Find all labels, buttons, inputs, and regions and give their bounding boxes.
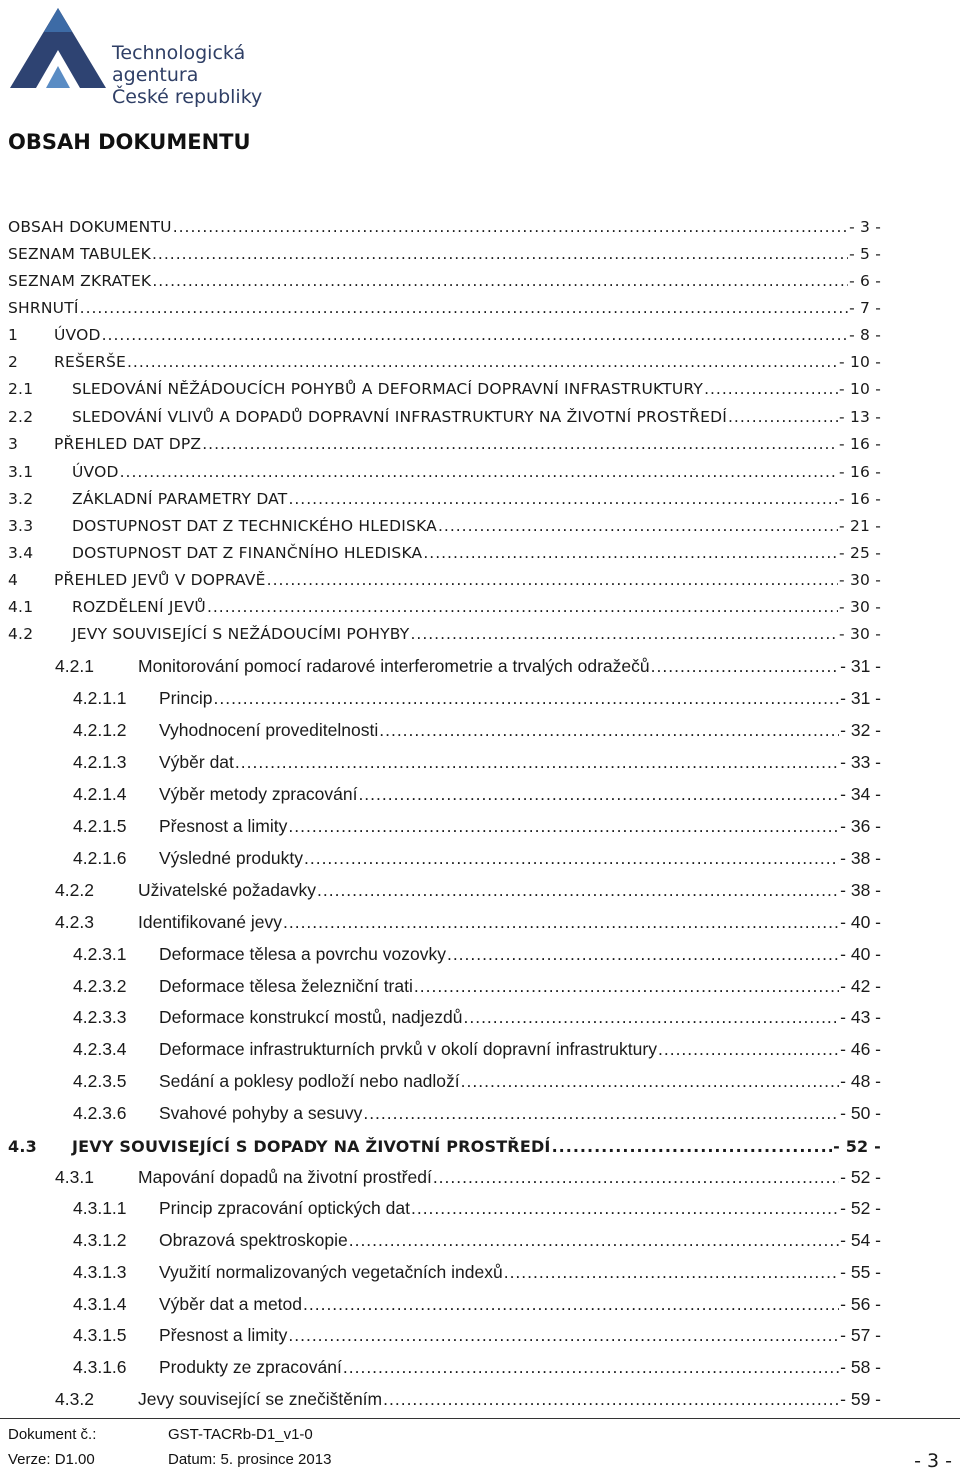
toc-entry-number: 1 (8, 326, 19, 344)
toc-entry[interactable] (73, 972, 881, 1000)
toc-entry-page: - 54 - (840, 1229, 881, 1250)
toc-entry-page: - 40 - (840, 943, 881, 964)
toc-entry-number: 4.2.2 (55, 879, 94, 900)
toc-dot-leader (410, 625, 838, 643)
tacr-logo-icon (6, 2, 110, 94)
toc-entry-number: 4.2.3.3 (73, 1006, 127, 1027)
toc-entry-title: JEVY SOUVISEJÍCÍ S NEŽÁDOUCÍMI POHYBY (72, 625, 410, 643)
toc-entry-title: Obrazová spektroskopie (159, 1229, 348, 1250)
toc-entry-title: DOSTUPNOST DAT Z FINANČNÍHO HLEDISKA (72, 544, 423, 562)
footer-date: Datum: 5. prosince 2013 (168, 1451, 332, 1468)
toc-entry-title: ÚVOD (72, 463, 119, 481)
toc-entry[interactable] (73, 684, 881, 712)
toc-entry[interactable] (73, 1321, 881, 1349)
toc-entry-page: - 46 - (840, 1038, 881, 1059)
toc-entry-page: - 57 - (840, 1324, 881, 1345)
toc-entry-number: 3.4 (8, 544, 34, 562)
toc-dot-leader (438, 517, 838, 535)
toc-entry[interactable] (73, 1067, 881, 1095)
toc-dot-leader (461, 1071, 840, 1092)
toc-entry[interactable] (55, 652, 881, 680)
toc-entry-title: Výběr metody zpracování (159, 783, 358, 804)
toc-entry-title: Deformace infrastrukturních prvků v okolí dopravní infrastruktury (159, 1038, 657, 1059)
toc-entry-number: 4.2.3.6 (73, 1102, 127, 1123)
toc-entry-number: 4 (8, 571, 19, 589)
toc-entry-page: - 42 - (840, 975, 881, 996)
toc-entry-page: - 5 - (849, 245, 881, 263)
toc-entry-title: Výběr dat (159, 751, 234, 772)
toc-entry-title: SLEDOVÁNÍ NĚŽÁDOUCÍCH POHYBŮ A DEFORMACÍ DOPRAVNÍ INFRASTRUKTURY (72, 380, 704, 398)
toc-entry-number: 4.3.1.4 (73, 1293, 127, 1314)
toc-entry[interactable] (8, 539, 881, 567)
toc-entry-title: Výběr dat a metod (159, 1293, 302, 1314)
toc-entry-page: - 30 - (839, 571, 881, 589)
toc-entry-number: 4.2.3.5 (73, 1070, 127, 1091)
toc-dot-leader (552, 1137, 833, 1156)
toc-entry-number: 4.2.1.3 (73, 751, 127, 772)
toc-dot-leader (433, 1167, 839, 1188)
toc-entry-title: Princip zpracování optických dat (159, 1197, 410, 1218)
toc-entry-page: - 38 - (840, 879, 881, 900)
toc-entry[interactable] (55, 1163, 881, 1191)
toc-entry[interactable] (8, 593, 881, 621)
toc-entry-page: - 34 - (840, 783, 881, 804)
toc-dot-leader (651, 656, 840, 677)
toc-entry[interactable] (73, 716, 881, 744)
toc-dot-leader (288, 1325, 839, 1346)
toc-dot-leader (411, 1198, 839, 1219)
toc-entry-number: 4.2.1.2 (73, 719, 127, 740)
toc-entry-title: Princip (159, 687, 213, 708)
toc-entry-number: 4.3.1.1 (73, 1197, 127, 1218)
toc-entry-number: 2.2 (8, 408, 34, 426)
toc-dot-leader (202, 435, 838, 453)
toc-entry-number: 4.3.1.3 (73, 1261, 127, 1282)
toc-entry-number: 4.3.1.2 (73, 1229, 127, 1250)
toc-entry[interactable] (8, 430, 881, 458)
toc-entry[interactable] (73, 1194, 881, 1222)
toc-entry-page: - 16 - (839, 435, 881, 453)
toc-dot-leader (363, 1103, 839, 1124)
toc-dot-leader (152, 245, 848, 263)
toc-entry-number: 4.1 (8, 598, 34, 616)
toc-entry-title: PŘEHLED JEVŮ V DOPRAVĚ (54, 571, 266, 589)
toc-entry-page: - 55 - (840, 1261, 881, 1282)
logo-text (112, 42, 326, 108)
toc-dot-leader (127, 353, 838, 371)
toc-dot-leader (463, 1007, 839, 1028)
toc-entry[interactable] (8, 485, 881, 513)
toc-entry[interactable] (73, 1035, 881, 1063)
toc-entry[interactable] (73, 1099, 881, 1127)
toc-entry-number: 4.2.3 (55, 911, 94, 932)
toc-entry-title: Monitorování pomocí radarové interferometrie a trvalých odražečů (138, 655, 650, 676)
toc-entry-title: SLEDOVÁNÍ VLIVŮ A DOPADŮ DOPRAVNÍ INFRASTRUKTURY NA ŽIVOTNÍ PROSTŘEDÍ (72, 408, 727, 426)
toc-entry-title: SEZNAM ZKRATEK (8, 272, 152, 290)
footer-version: Verze: D1.00 (8, 1451, 95, 1468)
toc-dot-leader (303, 1294, 839, 1315)
toc-entry-page: - 21 - (839, 517, 881, 535)
toc-entry-title: Výsledné produkty (159, 847, 303, 868)
toc-dot-leader (349, 1230, 839, 1251)
toc-entry-number: 2 (8, 353, 19, 371)
toc-entry-page: - 40 - (840, 911, 881, 932)
toc-entry-page: - 6 - (849, 272, 881, 290)
toc-entry-number: 4.3.1 (55, 1166, 94, 1187)
toc-entry-page: - 16 - (839, 490, 881, 508)
toc-entry[interactable] (73, 1258, 881, 1286)
toc-dot-leader (343, 1357, 839, 1378)
toc-entry-page: - 30 - (839, 598, 881, 616)
toc-entry-number: 4.3.2 (55, 1388, 94, 1409)
toc-entry-page: - 58 - (840, 1356, 881, 1377)
toc-entry[interactable] (8, 458, 881, 486)
footer-doc-value: GST-TACRb-D1_v1-0 (168, 1426, 313, 1443)
toc-entry-number: 4.2.3.2 (73, 975, 127, 996)
toc-entry[interactable] (8, 294, 881, 322)
page-number: - 3 - (914, 1450, 952, 1472)
toc-dot-leader (383, 1389, 839, 1410)
toc-entry-page: - 10 - (839, 380, 881, 398)
toc-entry-page: - 50 - (840, 1102, 881, 1123)
toc-entry-title: Identifikované jevy (138, 911, 282, 932)
toc-entry-page: - 52 - (840, 1166, 881, 1187)
toc-entry-title: Deformace tělesa železniční trati (159, 975, 413, 996)
toc-entry-title: Deformace konstrukcí mostů, nadjezdů (159, 1006, 463, 1027)
toc-entry-page: - 31 - (840, 655, 881, 676)
toc-dot-leader (504, 1262, 839, 1283)
toc-dot-leader (704, 380, 838, 398)
toc-dot-leader (447, 944, 839, 965)
toc-entry-title: Sedání a poklesy podloží nebo nadloží (159, 1070, 460, 1091)
toc-entry-page: - 56 - (840, 1293, 881, 1314)
toc-entry-title: SHRNUTÍ (8, 299, 79, 317)
toc-entry[interactable] (55, 908, 881, 936)
toc-entry-title: Produkty ze zpracování (159, 1356, 342, 1377)
toc-dot-leader (120, 463, 838, 481)
footer-divider (0, 1418, 960, 1419)
footer-doc-label: Dokument č.: (8, 1426, 97, 1443)
toc-entry-page: - 52 - (833, 1136, 881, 1156)
logo-line-2: České republiky (112, 86, 263, 108)
toc-entry-title: DOSTUPNOST DAT Z TECHNICKÉHO HLEDISKA (72, 517, 437, 535)
toc-entry-page: - 8 - (849, 326, 881, 344)
toc-entry[interactable] (8, 321, 881, 349)
toc-entry-page: - 10 - (839, 353, 881, 371)
toc-entry-title: Uživatelské požadavky (138, 879, 316, 900)
toc-entry-title: ZÁKLADNÍ PARAMETRY DAT (72, 490, 288, 508)
toc-entry-title: Jevy související se znečištěním (138, 1388, 383, 1409)
toc-entry-title: Deformace tělesa a povrchu vozovky (159, 943, 446, 964)
toc-entry-title: OBSAH DOKUMENTU (8, 218, 172, 236)
toc-entry-page: - 31 - (840, 687, 881, 708)
toc-dot-leader (235, 752, 839, 773)
toc-entry[interactable] (8, 240, 881, 268)
toc-entry[interactable] (55, 1385, 881, 1413)
toc-entry-page: - 36 - (840, 815, 881, 836)
toc-dot-leader (102, 326, 848, 344)
toc-entry-title: Mapování dopadů na životní prostředí (138, 1166, 432, 1187)
toc-dot-leader (152, 272, 848, 290)
toc-entry[interactable] (73, 1353, 881, 1381)
toc-entry-number: 3 (8, 435, 19, 453)
toc-dot-leader (304, 848, 839, 869)
toc-entry-title: JEVY SOUVISEJÍCÍ S DOPADY NA ŽIVOTNÍ PROSTŘEDÍ (72, 1136, 551, 1156)
toc-entry[interactable] (73, 844, 881, 872)
toc-dot-leader (358, 784, 839, 805)
toc-entry-title: Vyhodnocení proveditelnosti (159, 719, 379, 740)
toc-entry-number: 4.2.1.4 (73, 783, 127, 804)
toc-entry-page: - 32 - (840, 719, 881, 740)
toc-dot-leader (207, 598, 838, 616)
toc-entry-title: REŠERŠE (54, 353, 126, 371)
toc-entry-page: - 30 - (839, 625, 881, 643)
toc-entry-page: - 52 - (840, 1197, 881, 1218)
toc-entry-number: 2.1 (8, 380, 34, 398)
toc-dot-leader (658, 1039, 839, 1060)
toc-entry[interactable] (8, 620, 881, 648)
toc-entry[interactable] (73, 780, 881, 808)
toc-entry[interactable] (8, 1132, 881, 1160)
toc-entry[interactable] (55, 876, 881, 904)
toc-entry-number: 4.2.1.5 (73, 815, 127, 836)
toc-entry[interactable] (8, 566, 881, 594)
toc-dot-leader (267, 571, 838, 589)
toc-dot-leader (379, 720, 839, 741)
toc-entry-page: - 38 - (840, 847, 881, 868)
logo-line-1: Technologická agentura (112, 42, 246, 86)
toc-entry-number: 4.2.1 (55, 655, 94, 676)
toc-entry-page: - 33 - (840, 751, 881, 772)
toc-entry-number: 4.2 (8, 625, 34, 643)
page-title: OBSAH DOKUMENTU (8, 130, 251, 154)
toc-dot-leader (288, 490, 838, 508)
toc-entry-title: PŘEHLED DAT DPZ (54, 435, 202, 453)
toc-entry[interactable] (73, 748, 881, 776)
toc-dot-leader (173, 218, 848, 236)
toc-entry-page: - 43 - (840, 1006, 881, 1027)
toc-entry-number: 3.2 (8, 490, 34, 508)
toc-entry-page: - 16 - (839, 463, 881, 481)
toc-entry[interactable] (73, 1226, 881, 1254)
toc-entry-number: 3.1 (8, 463, 34, 481)
toc-entry-title: ROZDĚLENÍ JEVŮ (72, 598, 206, 616)
toc-dot-leader (728, 408, 838, 426)
tacr-logo (6, 2, 326, 108)
toc-entry-number: 4.2.1.6 (73, 847, 127, 868)
toc-entry-page: - 7 - (849, 299, 881, 317)
toc-entry-page: - 25 - (839, 544, 881, 562)
toc-entry[interactable] (73, 812, 881, 840)
toc-dot-leader (288, 816, 839, 837)
toc-entry-page: - 3 - (849, 218, 881, 236)
toc-entry[interactable] (73, 1003, 881, 1031)
toc-entry-title: SEZNAM TABULEK (8, 245, 151, 263)
toc-dot-leader (317, 880, 839, 901)
toc-entry-title: Využití normalizovaných vegetačních indexů (159, 1261, 503, 1282)
toc-entry[interactable] (8, 213, 881, 241)
toc-entry-page: - 59 - (840, 1388, 881, 1409)
toc-entry-number: 4.3.1.5 (73, 1324, 127, 1345)
toc-dot-leader (423, 544, 838, 562)
toc-entry-number: 4.3.1.6 (73, 1356, 127, 1377)
toc-entry[interactable] (73, 1290, 881, 1318)
toc-entry-page: - 13 - (839, 408, 881, 426)
toc-dot-leader (283, 912, 839, 933)
toc-entry[interactable] (73, 940, 881, 968)
toc-dot-leader (414, 976, 839, 997)
toc-entry-title: Přesnost a limity (159, 1324, 288, 1345)
toc-dot-leader (80, 299, 848, 317)
toc-entry-title: ÚVOD (54, 326, 101, 344)
toc-entry[interactable] (8, 267, 881, 295)
toc-entry-title: Přesnost a limity (159, 815, 288, 836)
toc-entry-number: 3.3 (8, 517, 34, 535)
toc-entry[interactable] (8, 403, 881, 431)
toc-entry-title: Svahové pohyby a sesuvy (159, 1102, 363, 1123)
toc-entry-number: 4.3 (8, 1136, 37, 1156)
toc-dot-leader (214, 688, 840, 709)
toc-entry[interactable] (8, 375, 881, 403)
toc-entry-number: 4.2.3.1 (73, 943, 127, 964)
toc-entry-page: - 48 - (840, 1070, 881, 1091)
toc-entry-number: 4.2.1.1 (73, 687, 127, 708)
toc-entry[interactable] (8, 348, 881, 376)
toc-entry-number: 4.2.3.4 (73, 1038, 127, 1059)
toc-entry[interactable] (8, 512, 881, 540)
